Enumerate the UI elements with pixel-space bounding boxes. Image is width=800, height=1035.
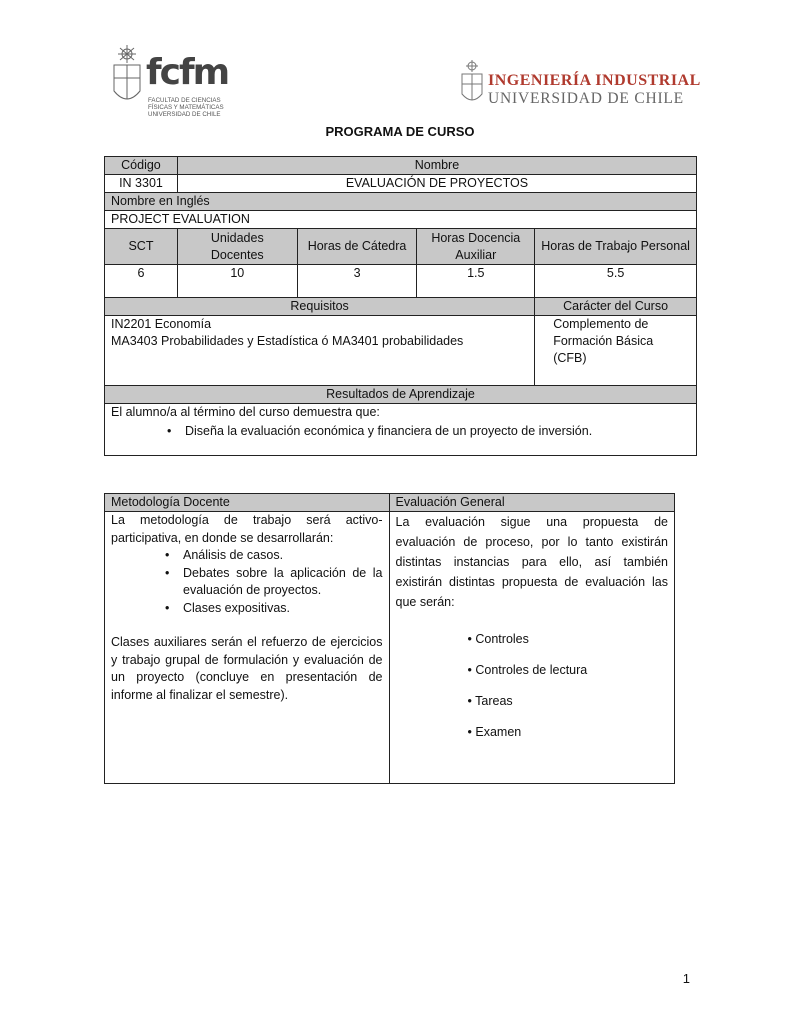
evaluacion-content [389, 512, 674, 784]
list-item: • Diseña la evaluación económica y financiera de un proyecto de inversión. [161, 423, 690, 440]
resultados-content [105, 404, 697, 456]
resultados-header: Resultados de Aprendizaje [105, 386, 697, 404]
english-name: PROJECT EVALUATION [105, 211, 697, 229]
hours-value-personal: 5.5 [535, 265, 697, 298]
ingenieria-industrial-logo [460, 60, 701, 110]
requisitos-header: Requisitos [105, 298, 535, 316]
hours-header-sct: SCT [105, 229, 178, 265]
fcfm-wordmark: fcfm [146, 52, 229, 93]
list-item: • Análisis de casos. [159, 547, 383, 565]
logo-line-universidad: UNIVERSIDAD DE CHILE [488, 90, 684, 107]
logo-line-ingenieria: INGENIERÍA INDUSTRIAL [488, 72, 701, 89]
course-info-table [104, 156, 697, 456]
university-crest-icon [460, 60, 484, 106]
hours-value-unidades: 10 [177, 265, 297, 298]
list-item: • Tareas [467, 694, 513, 708]
requisitos-content [105, 316, 535, 386]
resultados-list [161, 423, 690, 440]
page-number: 1 [682, 971, 690, 986]
evaluacion-header: Evaluación General [389, 494, 674, 512]
hours-value-auxiliar: 1.5 [417, 265, 535, 298]
metodologia-content [105, 512, 390, 784]
metodologia-closing: Clases auxiliares serán el refuerzo de ejercicios y trabajo grupal de formulación y evaluación de un proyecto (concluye en presentación de informe al finalizar el semestre). [111, 635, 383, 702]
course-code: IN 3301 [105, 175, 178, 193]
list-item: • Examen [467, 725, 522, 739]
metodologia-intro: La metodología de trabajo será activo-participativa, en donde se desarrollarán: [111, 513, 383, 545]
metodologia-list [159, 547, 383, 617]
resultados-intro: El alumno/a al término del curso demuestra que: [111, 405, 380, 419]
list-item: • Clases expositivas. [159, 600, 383, 618]
university-crest-icon [110, 45, 144, 109]
fcfm-logo [110, 45, 240, 125]
fcfm-subtitle: FACULTAD DE CIENCIAS FÍSICAS Y MATEMÁTICAS UNIVERSIDAD DE CHILE [148, 97, 224, 118]
hours-value-catedra: 3 [297, 265, 417, 298]
hours-value-sct: 6 [105, 265, 178, 298]
document-title: PROGRAMA DE CURSO [325, 124, 475, 139]
hours-header-catedra: Horas de Cátedra [297, 229, 417, 265]
metodologia-header: Metodología Docente [105, 494, 390, 512]
list-item: • Controles [467, 632, 529, 646]
english-name-header: Nombre en Inglés [105, 193, 697, 211]
list-item: • Debates sobre la aplicación de la evaluación de proyectos. [159, 565, 383, 600]
course-name: EVALUACIÓN DE PROYECTOS [177, 175, 696, 193]
list-item: • Controles de lectura [467, 663, 588, 677]
codigo-header: Código [105, 157, 178, 175]
caracter-value: Complemento de Formación Básica (CFB) [535, 316, 697, 386]
requisito-line: MA3403 Probabilidades y Estadística ó MA3401 probabilidades [111, 334, 464, 348]
evaluacion-list [468, 624, 668, 748]
caracter-header: Carácter del Curso [535, 298, 697, 316]
hours-header-unidades: Unidades Docentes [177, 229, 297, 265]
hours-header-personal: Horas de Trabajo Personal [535, 229, 697, 265]
requisito-line: IN2201 Economía [111, 317, 212, 331]
hours-header-auxiliar: Horas Docencia Auxiliar [417, 229, 535, 265]
methodology-evaluation-table [104, 493, 675, 784]
nombre-header: Nombre [177, 157, 696, 175]
evaluacion-intro: La evaluación sigue una propuesta de evaluación de proceso, por lo tanto existirán distintas instancias para ello, así también existirán distintas propuesta de evaluación las que serán: [395, 515, 668, 609]
